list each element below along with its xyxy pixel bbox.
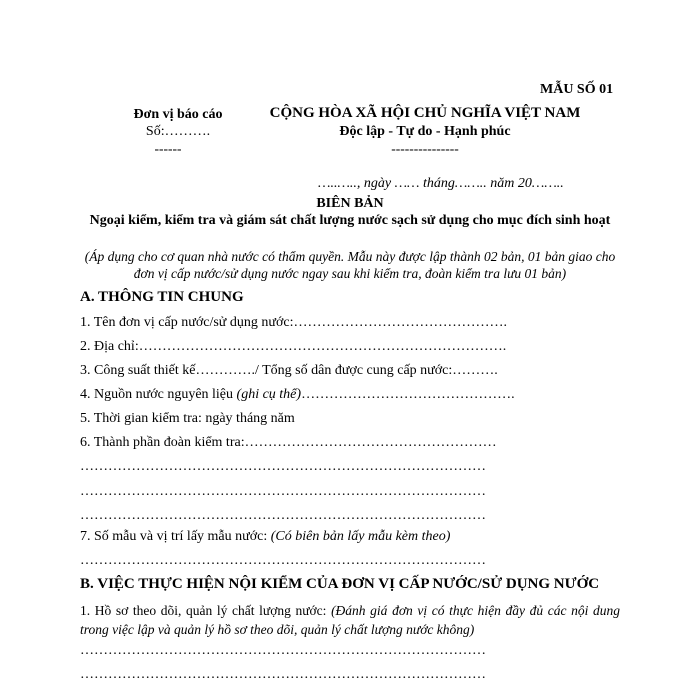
water-source-dots: ………………………………………. [301,387,515,402]
document-number: Số:………. [145,124,211,139]
national-motto: Độc lập - Tự do - Hạnh phúc [339,124,511,139]
document-subtitle: Ngoại kiểm, kiểm tra và giám sát chất lượng nước sạch sử dụng cho mục đích sinh hoạt [89,213,611,228]
section-a-heading: A. THÔNG TIN CHUNG [80,289,244,305]
document-title: BIÊN BẢN [316,196,384,211]
water-source-hint: (ghi cụ thể) [236,387,302,402]
unit-name-line: 1. Tên đơn vị cấp nước/sử dụng nước:………………………………………. [80,315,507,330]
sample-line [80,529,450,545]
right-header-rule: --------------- [391,141,459,156]
inspection-time-line: 5. Thời gian kiểm tra: ngày tháng năm [80,411,295,426]
dotted-line: …………………………………………………………………………… [80,643,486,658]
water-source-label: 4. Nguồn nước nguyên liệu [80,387,237,402]
records-label: 1. Hồ sơ theo dõi, quản lý chất lượng nước: [80,603,332,618]
country-name: CỘNG HÒA XÃ HỘI CHỦ NGHĨA VIỆT NAM [269,105,581,121]
sample-label: 7. Số mẫu và vị trí lấy mẫu nước: [80,529,271,544]
inspection-team-line: 6. Thành phần đoàn kiểm tra:……………………………………………… [80,435,497,450]
date-line: …..….., ngày …… tháng…….. năm 20…….. [318,176,564,191]
reporting-unit: Đơn vị báo cáo [133,107,223,122]
records-hint: (Đánh giá đơn vị có thực hiện đầy đủ các nội dung trong việc lập và quản lý hồ sơ theo dõi, quản lý chất lượng nước không) [80,603,620,637]
dotted-line: …………………………………………………………………………… [80,484,486,499]
document-note: (Áp dụng cho cơ quan nhà nước có thẩm quyền. Mẫu này được lập thành 02 bản, 01 bản giao cho đơn vị cấp nước/sử dụng nước ngay sau khi kiểm tra, đoàn kiểm tra lưu 01 bản) [84,249,616,281]
form-code: MẪU SỐ 01 [540,82,614,97]
sample-hint: (Có biên bản lấy mẫu kèm theo) [270,529,451,544]
section-b-heading: B. VIỆC THỰC HIỆN NỘI KIỂM CỦA ĐƠN VỊ CẤP NƯỚC/SỬ DỤNG NƯỚC [80,576,600,592]
dotted-line: …………………………………………………………………………… [80,459,486,474]
records-item [80,601,620,639]
dotted-line: …………………………………………………………………………… [80,553,486,568]
water-source-line [80,387,515,403]
address-line: 2. Địa chỉ:……………………………………………………………………. [80,339,507,354]
capacity-line: 3. Công suất thiết kế…………./ Tổng số dân được cung cấp nước:………. [80,363,498,378]
left-header-rule: ------ [154,141,182,156]
dotted-line: …………………………………………………………………………… [80,667,486,682]
dotted-line: …………………………………………………………………………… [80,508,486,523]
